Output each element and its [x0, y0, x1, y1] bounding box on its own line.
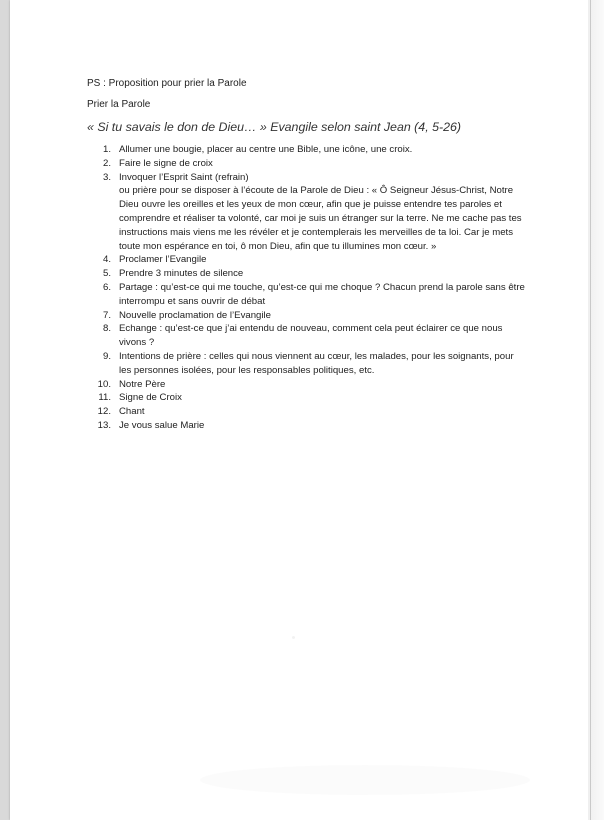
list-item [87, 405, 527, 419]
list-item [87, 350, 527, 378]
list-item [87, 322, 527, 350]
list-item-number: 6. [102, 281, 111, 293]
list-item-number: 9. [102, 350, 111, 362]
list-item-number: 13. [97, 419, 111, 431]
list-item-text: Proclamer l’Evangile [119, 254, 207, 266]
list-item-text: Invoquer l’Esprit Saint (refrain) [119, 171, 249, 183]
list-item-number: 10. [97, 378, 111, 390]
list-item-text: Notre Père [119, 378, 166, 390]
scan-smudge [292, 636, 295, 639]
scan-smudge [200, 765, 530, 795]
list-item-text: Partage : qu’est-ce qui me touche, qu’est-ce qui me choque ? Chacun prend la parole sans être interrompu et sans ouvrir de débat [119, 281, 525, 307]
list-item-number: 7. [102, 309, 111, 321]
prayer-text: ou prière pour se disposer à l’écoute de la Parole de Dieu : « Ô Seigneur Jésus-Christ, Notre Dieu ouvre les oreilles et les yeux de mon cœur, afin que je puisse entendre tes paroles et comprendre et réaliser ta volonté, car moi je suis un étranger sur la terre. Ne me cache pas tes instructions mais viens me les révéler et je contemplerais les merveilles de ta loi. Car je mets toute mon espérance en toi, ô mon Dieu, afin que tu illumines mon cœur. » [119, 185, 522, 252]
list-item [87, 391, 527, 405]
list-item [87, 267, 527, 281]
list-item-number: 5. [102, 268, 111, 280]
list-item-number: 8. [102, 323, 111, 335]
list-item [87, 281, 527, 309]
list-item [87, 378, 527, 392]
list-item [87, 157, 527, 171]
list-item-number: 1. [102, 144, 111, 155]
list-item [87, 419, 527, 433]
list-item-text: Je vous salue Marie [119, 419, 205, 431]
list-item-text: Echange : qu’est-ce que j’ai entendu de nouveau, comment cela peut éclairer ce que nous vivons ? [119, 323, 503, 349]
page-edge-line [590, 0, 591, 820]
list-item-text: Faire le signe de croix [119, 157, 213, 169]
list-item-block [119, 171, 527, 254]
list-item-number: 3. [102, 171, 111, 183]
list-item-text: Nouvelle proclamation de l’Evangile [119, 309, 271, 321]
list-item-text: Signe de Croix [119, 392, 182, 404]
list-item-number: 12. [97, 406, 111, 418]
prier-line: Prier la Parole [87, 99, 151, 110]
gospel-heading: « Si tu savais le don de Dieu… » Evangile selon saint Jean (4, 5-26) [87, 120, 462, 134]
steps-list [87, 143, 527, 433]
list-item [87, 171, 527, 254]
list-item-number: 4. [102, 254, 111, 266]
list-item-text: Prendre 3 minutes de silence [119, 268, 244, 280]
list-item-text: Intentions de prière : celles qui nous viennent au cœur, les malades, pour les soignants, pour les personnes isolées, pour les responsables politiques, etc. [119, 350, 514, 376]
list-item [87, 309, 527, 323]
list-item-number: 2. [102, 157, 111, 169]
list-item-text: Chant [119, 406, 145, 418]
list-item-number: 11. [98, 392, 111, 404]
list-item [87, 253, 527, 267]
document-content [87, 77, 527, 433]
ps-line: PS : Proposition pour prier la Parole [87, 78, 247, 89]
list-item-text: Allumer une bougie, placer au centre une Bible, une icône, une croix. [119, 144, 413, 155]
list-item [87, 143, 527, 157]
